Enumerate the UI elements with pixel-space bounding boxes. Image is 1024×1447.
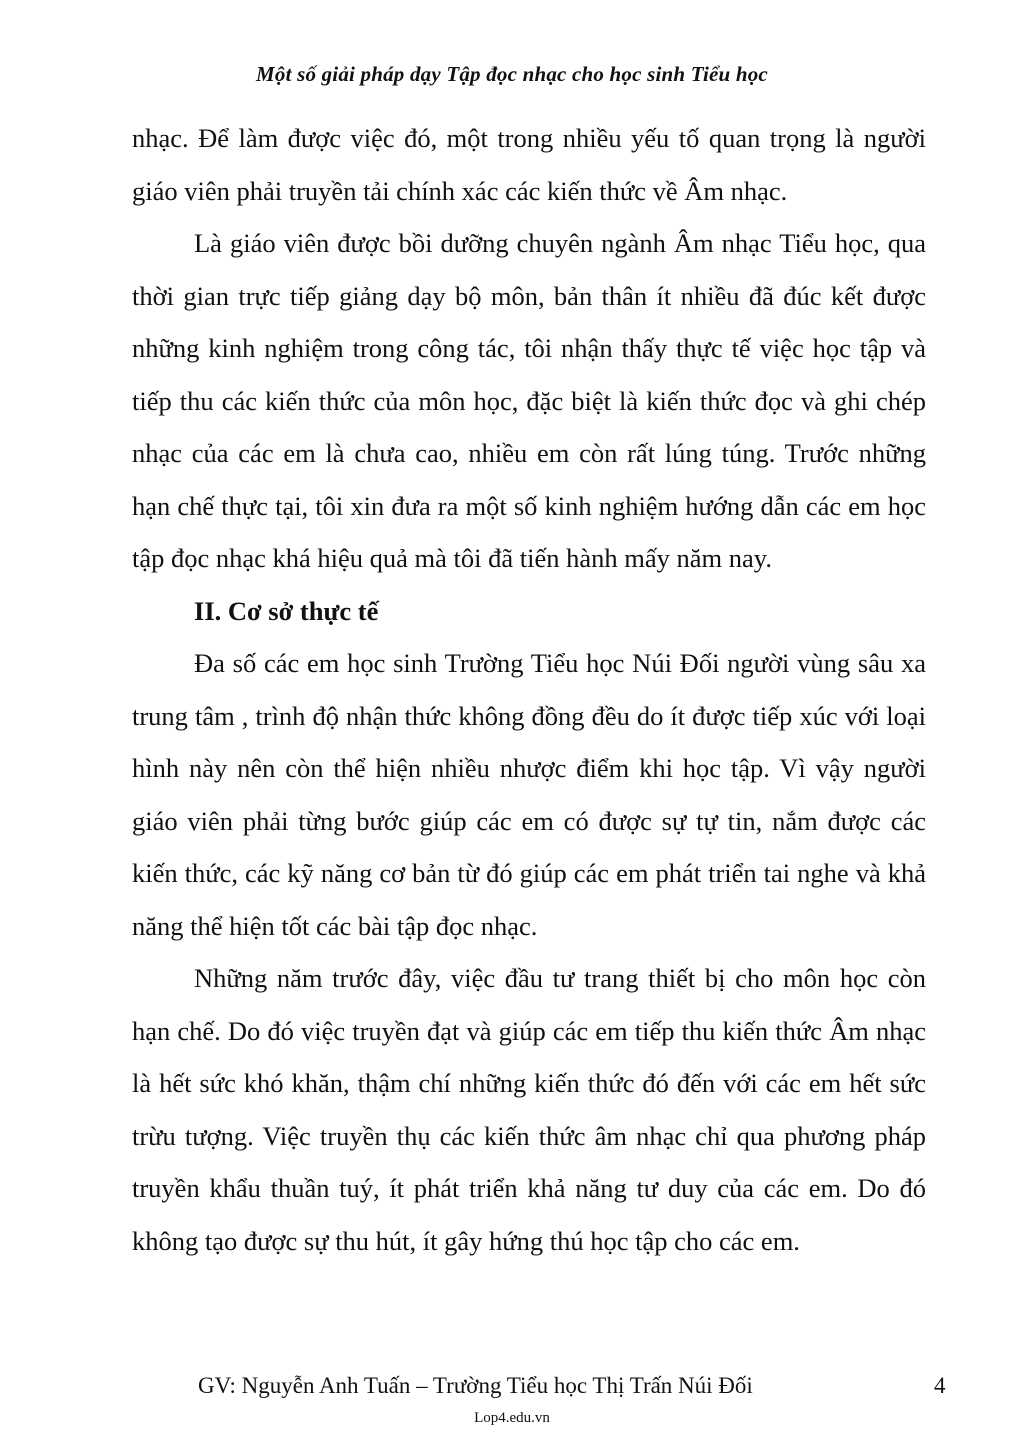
paragraph-equipment: Những năm trước đây, việc đầu tư trang thiết bị cho môn học còn hạn chế. Do đó việc truyền đạt và giúp các em tiếp thu kiến thức Âm nhạc là hết sức khó khăn, thậm chí những kiến thức đó đến với các em hết sức trừu tượng. Việc truyền thụ các kiến thức âm nhạc chỉ qua phương pháp truyền khẩu thuần tuý, ít phát triển khả năng tư duy của các em. Do đó không tạo được sự thu hút, ít gây hứng thú học tập cho các em.	[132, 963, 926, 1256]
site-watermark: Lop4.edu.vn	[474, 1410, 550, 1426]
paragraph-students: Đa số các em học sinh Trường Tiểu học Núi Đối người vùng sâu xa trung tâm , trình độ nhận thức không đồng đều do ít được tiếp xúc với loại hình này nên còn thể hiện nhiều nhược điểm khi học tập. Vì vậy người giáo viên phải từng bước giúp các em có được sự tự tin, nắm được các kiến thức, các kỹ năng cơ bản từ đó giúp các em phát triển tai nghe và khả năng thể hiện tốt các bài tập đọc nhạc.	[132, 648, 926, 941]
paragraph-background: Là giáo viên được bồi dưỡng chuyên ngành Âm nhạc Tiểu học, qua thời gian trực tiếp giảng dạy bộ môn, bản thân ít nhiều đã đúc kết được những kinh nghiệm trong công tác, tôi nhận thấy thực tế việc học tập và tiếp thu các kiến thức của môn học, đặc biệt là kiến thức đọc và ghi chép nhạc của các em là chưa cao, nhiều em còn rất lúng túng. Trước những hạn chế thực tại, tôi xin đưa ra một số kinh nghiệm hướng dẫn các em học tập đọc nhạc khá hiệu quả mà tôi đã tiến hành mấy năm nay.	[132, 228, 926, 573]
paragraph-continued: nhạc. Để làm được việc đó, một trong nhiều yếu tố quan trọng là người giáo viên phải truyền tải chính xác các kiến thức về Âm nhạc.	[132, 123, 926, 206]
section-heading: II. Cơ sở thực tế	[194, 595, 379, 626]
document-body	[132, 112, 926, 1267]
page-header: Một số giải pháp dạy Tập đọc nhạc cho học sinh Tiểu học	[256, 62, 768, 86]
page-number: 4	[934, 1373, 946, 1398]
footer-author: GV: Nguyễn Anh Tuấn – Trường Tiểu học Thị Trấn Núi Đối	[198, 1373, 753, 1398]
